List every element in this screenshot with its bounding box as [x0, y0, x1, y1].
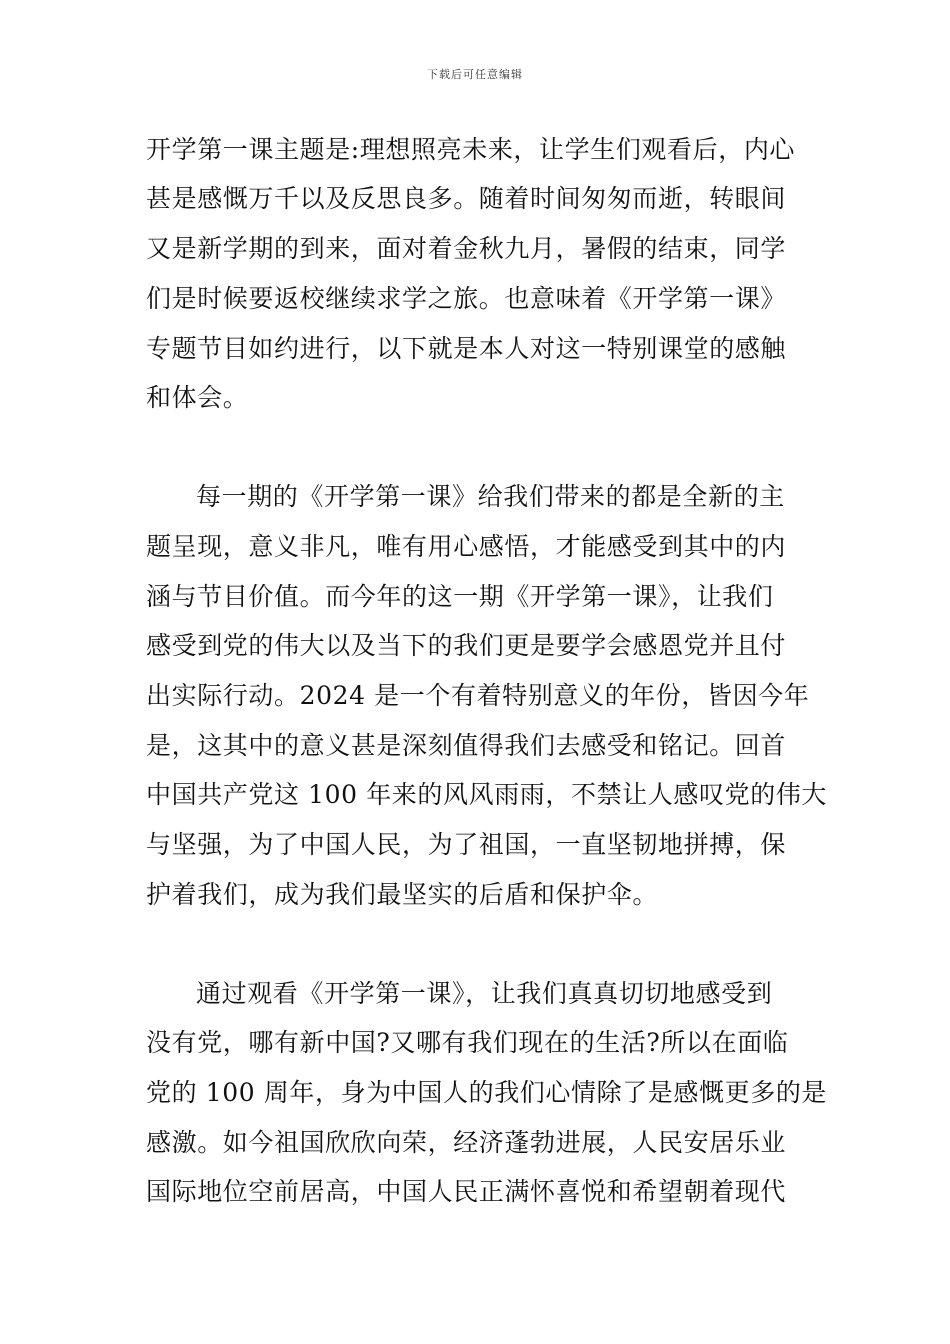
paragraph-2-line-1: 每一期的《开学第一课》给我们带来的都是全新的主 — [196, 482, 785, 511]
paragraph-1-line-3: 又是新学期的到来，面对着金秋九月，暑假的结束，同学 — [146, 234, 787, 263]
paragraph-1-line-4: 们是时候要返校继续求学之旅。也意味着《开学第一课》 — [146, 284, 787, 313]
paragraph-2-line-4: 感受到党的伟大以及当下的我们更是要学会感恩党并且付 — [146, 631, 787, 660]
paragraph-1-line-6: 和体会。 — [146, 383, 249, 412]
paragraph-2-line-6: 是，这其中的意义甚是深刻值得我们去感受和铭记。回首 — [146, 731, 787, 760]
paragraph-2-line-7: 中国共产党这 100 年来的风风雨雨，不禁让人感叹党的伟大 — [146, 780, 828, 809]
paragraph-3-line-4: 感激。如今祖国欣欣向荣，经济蓬勃进展，人民安居乐业 — [146, 1128, 787, 1157]
paragraph-3-line-5: 国际地位空前居高，中国人民正满怀喜悦和希望朝着现代 — [146, 1177, 787, 1206]
paragraph-3-line-3: 党的 100 周年，身为中国人的我们心情除了是感慨更多的是 — [146, 1078, 828, 1107]
paragraph-3-line-2: 没有党，哪有新中国?又哪有我们现在的生活?所以在面临 — [146, 1028, 789, 1057]
paragraph-2-line-9: 护着我们，成为我们最坚实的后盾和保护伞。 — [146, 880, 659, 909]
paragraph-1-line-2: 甚是感慨万千以及反思良多。随着时间匆匆而逝，转眼间 — [146, 184, 787, 213]
paragraph-2-line-8: 与坚强，为了中国人民，为了祖国，一直坚韧地拼搏，保 — [146, 830, 787, 859]
paragraph-1-line-1: 开学第一课主题是:理想照亮未来，让学生们观看后，内心 — [146, 135, 796, 164]
paragraph-2-line-2: 题呈现，意义非凡，唯有用心感悟，才能感受到其中的内 — [146, 532, 787, 561]
paragraph-2-line-3: 涵与节目价值。而今年的这一期《开学第一课》，让我们 — [146, 582, 774, 611]
paragraph-1-line-5: 专题节目如约进行，以下就是本人对这一特别课堂的感触 — [146, 334, 787, 363]
paragraph-2-line-5: 出实际行动。2024 是一个有着特别意义的年份，皆因今年 — [146, 681, 810, 710]
paragraph-3-line-1: 通过观看《开学第一课》，让我们真真切切地感受到 — [196, 979, 773, 1008]
page-header: 下载后可任意编辑 — [427, 68, 523, 81]
